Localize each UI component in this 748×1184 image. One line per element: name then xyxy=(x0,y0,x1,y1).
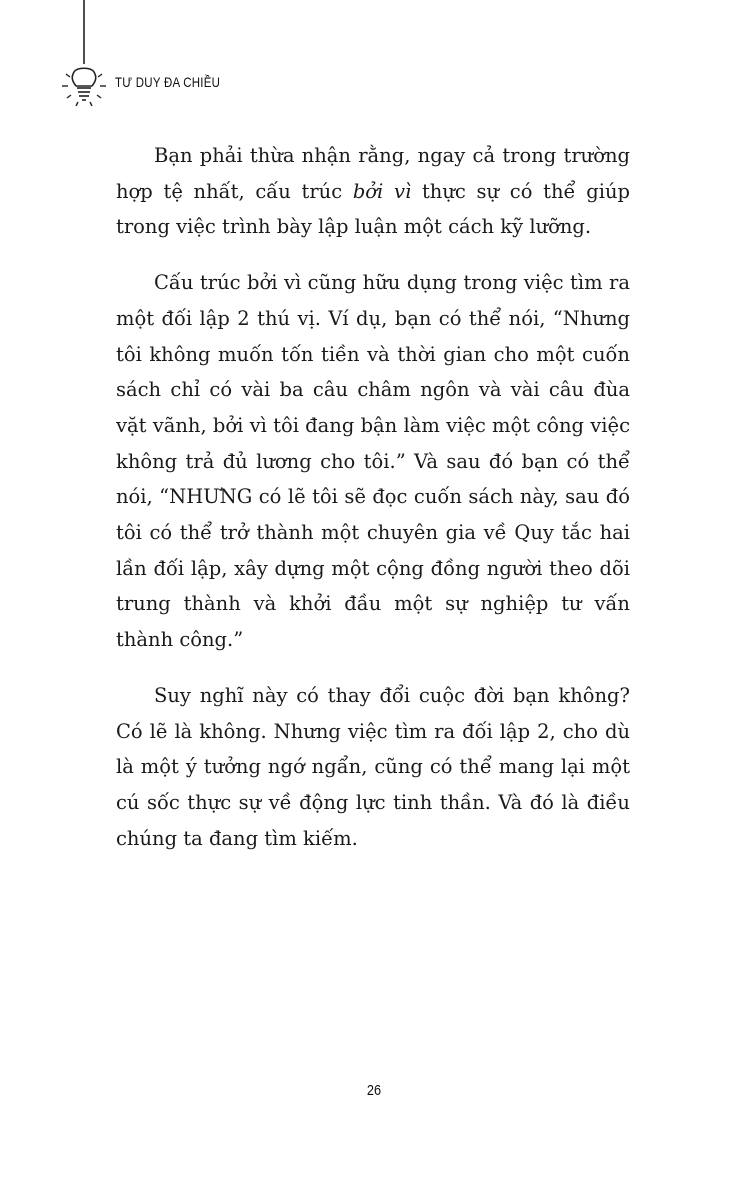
emphasis-boi-vi: bởi vì xyxy=(352,179,412,203)
paragraph-2: Cấu trúc bởi vì cũng hữu dụng trong việc tìm ra một đối lập 2 thú vị. Ví dụ, bạn có thể nói, “Nhưng tôi không muốn tốn tiền và thời gian cho một cuốn sách chỉ có vài ba câu châm ngôn và vài câu đùa vặt vãnh, bởi vì tôi đang bận làm việc một công việc không trả đủ lương cho tôi.” Và sau đó bạn có thể nói, “NHƯNG có lẽ tôi sẽ đọc cuốn sách này, sau đó tôi có thể trở thành một chuyên gia về Quy tắc hai lần đối lập, xây dựng một cộng đồng người theo dõi trung thành và khởi đầu một sự nghiệp tư vấn thành công.” xyxy=(116,271,630,652)
lightbulb-icon xyxy=(58,0,114,120)
page-number: 26 xyxy=(366,1082,382,1099)
paragraph-1 xyxy=(116,138,630,245)
paragraph-1-text-a: Bạn phải thừa nhận rằng, ngay cả trong trường hợp tệ nhất, cấu trúc xyxy=(116,144,630,203)
page-header xyxy=(58,0,278,120)
paragraph-1-text-b: thực sự có thể giúp trong việc trình bày lập luận một cách kỹ lưỡng. xyxy=(116,179,630,239)
body-text xyxy=(116,138,630,876)
paragraph-3: Suy nghĩ này có thay đổi cuộc đời bạn không? Có lẽ là không. Nhưng việc tìm ra đối lập 2, cho dù là một ý tưởng ngớ ngẩn, cũng có thể mang lại một cú sốc thực sự về động lực tinh thần. Và đó là điều chúng ta đang tìm kiếm. xyxy=(116,683,630,850)
running-title: TƯ DUY ĐA CHIỀU xyxy=(115,74,221,90)
